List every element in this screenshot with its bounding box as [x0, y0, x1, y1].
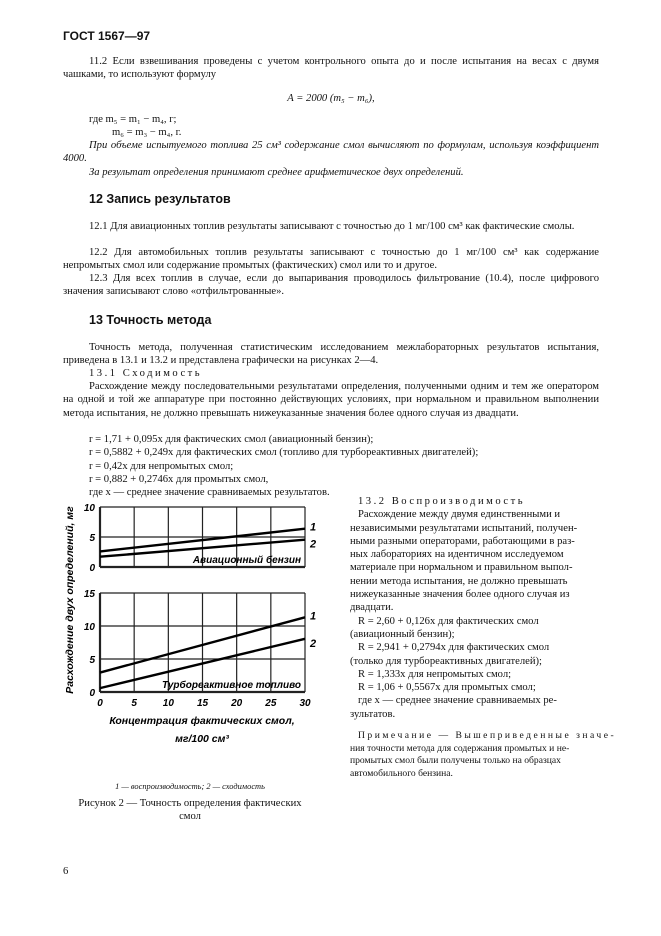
section-11-2-text: 11.2 Если взвешивания проведены с учетом контрольного опыта до и после испытания на весах с двумя чашками, то используют формулу [63, 56, 599, 81]
series-label-2: 2 [310, 637, 317, 650]
x-axis-label-units: мг/100 см³ [175, 733, 229, 745]
section-13-intro: Точность метода, полученная статистическим исследованием межлабораторных результатов испытания, приведена в 13.1 и 13.2 и представлена графически на рисунках 2—4. [63, 342, 599, 367]
section-12-1: 12.1 Для авиационных топлив результаты записывают с точностью до 1 мг/100 см³ как фактические смолы. [89, 221, 575, 232]
figure-caption-cont: смол [179, 811, 201, 822]
y-tick-label: 15 [83, 589, 95, 600]
section-12-title: 12 Запись результатов [89, 192, 231, 206]
r-formula: r = 1,71 + 0,095x для фактических смол (авиационный бензин); [89, 434, 374, 445]
y-tick-label: 5 [89, 655, 95, 666]
r-formula: r = 0,42x для непромытых смол; [89, 460, 234, 472]
reproducibility-text-line: ных лабораториях на идентичном исследуемом [350, 549, 564, 561]
x-tick-label: 10 [162, 698, 174, 709]
section-13-1-text: Расхождение между последовательными результатами определения, полученными одним и тем же оператором на одной и той же аппаратуре при постоянно действующих условиях, при нормальном и правильном выполнении метода испытания, не должно превышать нижеуказанные значения более одного случая из двадцати. [63, 381, 599, 419]
section-13-title: 13 Точность метода [89, 313, 212, 327]
figure-caption: Рисунок 2 — Точность определения фактических [78, 798, 302, 809]
x-tick-label: 0 [97, 698, 103, 709]
R-where: зультатов. [350, 708, 396, 720]
y-axis-label: Расхождение двух определений, мг [64, 506, 76, 694]
formula-A: A = 2000 (m₅ − m₆), [287, 93, 375, 104]
reproducibility-text-line: нении метода испытания, не должно превышать [350, 575, 568, 587]
x-axis-label: Концентрация фактических смол, [109, 715, 295, 727]
r-formula-list [89, 433, 478, 499]
section-13-1-title: 13.1 Сходимость [89, 368, 203, 379]
x-tick-label: 30 [299, 698, 311, 709]
y-tick-label: 10 [83, 622, 95, 633]
note-line: промытых смол были получены только на образцах [350, 755, 561, 766]
panel-title: Турбореактивное топливо [162, 680, 301, 691]
figure-legend: 1 — воспроизводимость; 2 — сходимость [115, 782, 265, 791]
series-label-1: 1 [310, 610, 317, 623]
R-formula: R = 2,941 + 0,2794x для фактических смол [358, 642, 550, 654]
note-line: автомобильного бензина. [350, 767, 453, 779]
series-label-1: 1 [310, 521, 317, 534]
section-12-2: 12.2 Для автомобильных топлив результаты записывают с точностью до 1 мг/100 см³ как содержание непромытых смол или содержание промытых (фактических) смол или то и другое. [63, 247, 599, 272]
y-tick-label: 0 [89, 688, 95, 699]
R-where: где x — среднее значение сравниваемых ре- [358, 695, 557, 707]
section-12-3: 12.3 Для всех топлив в случае, если до выпаривания проводилось фильтрование (10.4), после цифрового значения записывают слово «отфильтрованные». [63, 273, 599, 298]
series-label-2: 2 [310, 538, 317, 551]
formula-where-1: где m₅ = m₁ − m₄, г; [89, 114, 177, 125]
reproducibility-text-line: нижеуказанные значения более одного случая из [350, 589, 570, 601]
reproducibility-text-line: независимыми результатами испытаний, получен- [350, 522, 578, 534]
y-tick-label: 5 [89, 533, 95, 544]
r-formula: r = 0,5882 + 0,249x для фактических смол (топливо для турбореактивных двигателей); [89, 447, 479, 459]
note-line: ния точности метода для содержания промытых и не- [350, 742, 570, 754]
x-tick-label: 20 [231, 698, 243, 709]
chart-panel-turbo [84, 589, 316, 709]
r-formula: r = 0,882 + 0,2746x для промытых смол, [89, 473, 269, 485]
panel-title: Авиационный бензин [192, 555, 301, 566]
reproducibility-text-line: ными разными операторами, работающими в раз- [350, 535, 575, 547]
formula-where-2: m₆ = m₃ − m₄, г. [112, 127, 182, 138]
chart-panel-aviation [84, 503, 316, 574]
note-line [350, 730, 617, 743]
R-formula: (авиационный бензин); [350, 628, 455, 640]
r-where: где x — среднее значение сравниваемых результатов. [89, 487, 330, 499]
section-13-2-title: 13.2 Воспроизводимость [358, 496, 526, 507]
x-tick-label: 15 [196, 698, 209, 709]
R-formula: (только для турбореактивных двигателей); [350, 655, 542, 667]
R-formula: R = 1,333x для непромытых смол; [358, 668, 512, 680]
page-number: 6 [63, 866, 69, 877]
reproducibility-text-line: Расхождение между двумя единственными и [358, 509, 561, 521]
x-tick-label: 25 [265, 698, 277, 709]
note-25cm3: При объеме испытуемого топлива 25 см³ содержание смол вычисляют по формулам, используя коэффициент 4000. [63, 140, 599, 165]
note-block [350, 730, 617, 780]
figure-2-chart [60, 495, 320, 780]
reproducibility-text-line: материале при нормальном и правильном выпол- [350, 562, 573, 574]
y-tick-label: 0 [89, 563, 95, 574]
x-tick-label: 5 [131, 698, 137, 709]
R-formula: R = 1,06 + 0,5567x для промытых смол; [358, 682, 536, 694]
section-13-2-column [350, 495, 599, 721]
note-line-text: Примечание — Вышеприведенные значе- [358, 730, 617, 741]
result-rule: За результат определения принимают среднее арифметическое двух определений. [89, 167, 464, 178]
document-header: ГОСТ 1567—97 [63, 29, 151, 43]
y-tick-label: 10 [83, 503, 95, 514]
R-formula: R = 2,60 + 0,126x для фактических смол [358, 615, 539, 627]
reproducibility-text-line: двадцати. [350, 602, 394, 614]
